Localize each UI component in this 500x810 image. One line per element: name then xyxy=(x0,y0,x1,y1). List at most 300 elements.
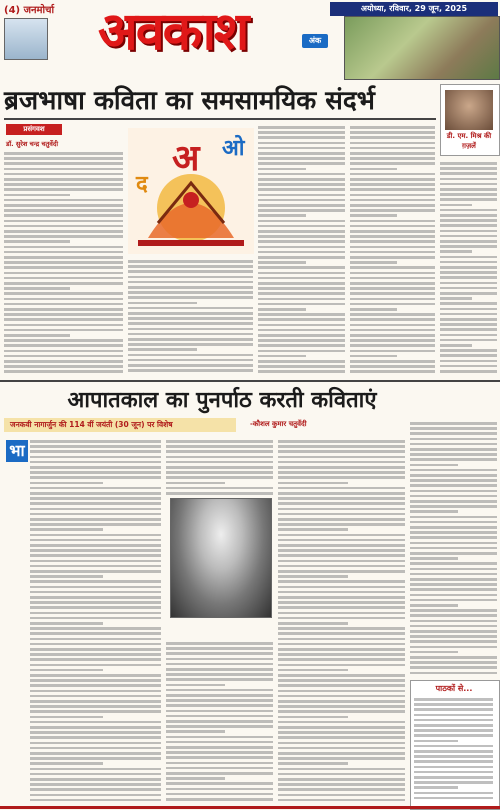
text-line xyxy=(258,256,345,259)
text-line xyxy=(278,606,405,609)
text-line xyxy=(30,554,161,557)
text-line xyxy=(350,365,435,368)
text-line xyxy=(410,479,497,482)
text-line xyxy=(258,188,345,191)
text-line xyxy=(258,318,345,321)
text-line xyxy=(258,178,345,181)
text-line xyxy=(4,235,123,238)
text-line xyxy=(414,724,493,727)
text-line xyxy=(258,152,345,155)
feature2-column-4 xyxy=(410,420,498,676)
feature2-column-3 xyxy=(278,438,406,806)
text-line xyxy=(30,773,161,776)
text-line xyxy=(30,778,161,781)
text-line xyxy=(30,487,161,490)
text-line xyxy=(350,183,435,186)
text-line xyxy=(30,534,161,537)
text-line xyxy=(258,204,345,207)
text-line xyxy=(440,178,497,181)
text-line xyxy=(166,440,273,443)
text-line xyxy=(166,793,273,796)
text-line xyxy=(350,303,435,306)
text-line xyxy=(4,360,123,363)
text-line xyxy=(350,355,397,358)
text-line xyxy=(350,136,435,139)
text-line xyxy=(278,554,405,557)
text-line xyxy=(410,625,497,628)
decorative-glyph-a: अ xyxy=(172,137,200,179)
text-line xyxy=(350,329,435,332)
text-line xyxy=(410,568,497,571)
text-line xyxy=(410,422,497,425)
text-line xyxy=(30,502,161,505)
text-line xyxy=(350,173,435,176)
text-line xyxy=(414,734,493,737)
text-line xyxy=(166,777,225,780)
text-line xyxy=(440,230,497,233)
text-line xyxy=(30,445,161,448)
text-line xyxy=(128,348,197,351)
text-line xyxy=(350,277,435,280)
text-line xyxy=(350,157,435,160)
text-line xyxy=(166,720,273,723)
text-line xyxy=(166,741,273,744)
text-line xyxy=(414,714,493,717)
text-line xyxy=(410,448,497,451)
text-line xyxy=(440,209,497,212)
text-line xyxy=(30,596,161,599)
text-line xyxy=(30,476,161,479)
text-line xyxy=(4,188,123,191)
text-line xyxy=(30,752,161,755)
text-line xyxy=(30,742,161,745)
text-line xyxy=(440,183,497,186)
text-line xyxy=(440,204,472,207)
text-line xyxy=(128,369,253,372)
text-line xyxy=(4,324,123,327)
text-line xyxy=(30,544,161,547)
text-line xyxy=(166,772,273,775)
text-line xyxy=(410,646,497,649)
text-line xyxy=(350,147,435,150)
feature2-column-1 xyxy=(30,438,162,806)
text-line xyxy=(128,270,253,273)
text-line xyxy=(350,230,435,233)
text-line xyxy=(30,653,161,656)
text-line xyxy=(278,700,405,703)
dropcap: भा xyxy=(6,440,28,462)
text-line xyxy=(4,240,70,243)
text-line xyxy=(440,276,497,279)
text-line xyxy=(4,256,123,259)
text-line xyxy=(4,261,123,264)
text-line xyxy=(4,209,123,212)
text-line xyxy=(30,658,161,661)
text-line xyxy=(4,214,123,217)
text-line xyxy=(278,471,405,474)
text-line xyxy=(258,334,345,337)
text-line xyxy=(30,450,161,453)
text-line xyxy=(278,752,405,755)
text-line xyxy=(128,322,253,325)
text-line xyxy=(166,730,225,733)
text-line xyxy=(440,292,497,295)
dateline: अयोध्या, रविवार, 29 जून, 2025 xyxy=(330,2,498,16)
text-line xyxy=(440,256,497,259)
text-line xyxy=(258,230,345,233)
text-line xyxy=(128,296,253,299)
text-line xyxy=(410,438,497,441)
text-line xyxy=(128,333,253,336)
text-line xyxy=(350,313,435,316)
text-line xyxy=(166,466,273,469)
page-label: (4) जनमोर्चा xyxy=(4,5,55,16)
text-line xyxy=(278,705,405,708)
text-line xyxy=(440,266,497,269)
text-line xyxy=(350,199,435,202)
text-line xyxy=(278,580,405,583)
text-line xyxy=(30,684,161,687)
text-line xyxy=(278,497,405,500)
text-line xyxy=(278,508,405,511)
text-line xyxy=(278,710,405,713)
text-line xyxy=(414,745,493,748)
masthead-photo-left xyxy=(4,18,48,60)
text-line xyxy=(4,204,123,207)
text-line xyxy=(278,773,405,776)
text-line xyxy=(278,565,405,568)
text-line xyxy=(350,266,435,269)
text-line xyxy=(128,291,253,294)
text-line xyxy=(278,575,348,578)
text-line xyxy=(350,131,435,134)
text-line xyxy=(166,684,225,687)
text-line xyxy=(350,324,435,327)
feature1-column-4 xyxy=(350,124,436,376)
text-line xyxy=(258,183,345,186)
text-line xyxy=(350,240,435,243)
text-line xyxy=(4,370,123,373)
text-line xyxy=(278,627,405,630)
text-line xyxy=(410,573,497,576)
text-line xyxy=(128,364,253,367)
text-line xyxy=(258,136,345,139)
text-line xyxy=(166,492,273,495)
text-line xyxy=(166,782,273,785)
text-line xyxy=(30,788,161,791)
text-line xyxy=(278,684,405,687)
section-divider xyxy=(0,380,500,382)
text-line xyxy=(30,539,161,542)
feature2-byline: -कौशल कुमार चतुर्वेदी xyxy=(250,420,307,428)
text-line xyxy=(414,698,493,701)
text-line xyxy=(4,308,123,311)
text-line xyxy=(30,528,103,531)
text-line xyxy=(410,536,497,539)
text-line xyxy=(128,317,253,320)
text-line xyxy=(30,440,161,443)
text-line xyxy=(410,630,497,633)
text-line xyxy=(350,142,435,145)
text-line xyxy=(30,736,161,739)
text-line xyxy=(410,599,497,602)
text-line xyxy=(410,505,497,508)
text-line xyxy=(166,461,273,464)
text-line xyxy=(128,359,253,362)
masthead xyxy=(0,0,500,80)
decorative-glyph-d: द xyxy=(136,171,148,197)
text-line xyxy=(278,539,405,542)
text-line xyxy=(4,168,123,171)
text-line xyxy=(30,726,161,729)
text-line xyxy=(278,560,405,563)
text-line xyxy=(4,157,123,160)
text-line xyxy=(410,443,497,446)
text-line xyxy=(30,612,161,615)
text-line xyxy=(30,690,161,693)
text-line xyxy=(166,678,273,681)
text-line xyxy=(350,209,435,212)
text-line xyxy=(410,588,497,591)
text-line xyxy=(440,240,497,243)
text-line xyxy=(4,178,123,181)
text-line xyxy=(410,531,497,534)
text-line xyxy=(350,220,435,223)
text-line xyxy=(440,282,497,285)
text-line xyxy=(440,297,472,300)
text-line xyxy=(166,715,273,718)
text-line xyxy=(410,614,497,617)
text-line xyxy=(166,798,273,801)
text-line xyxy=(278,549,405,552)
text-line xyxy=(410,640,497,643)
text-line xyxy=(278,695,405,698)
text-line xyxy=(30,721,161,724)
text-line xyxy=(414,797,493,800)
feature1-byline: डॉ. सुरेश चन्द्र चतुर्वेदी xyxy=(6,140,59,148)
text-line xyxy=(166,652,273,655)
text-line xyxy=(30,674,161,677)
text-line xyxy=(258,272,345,275)
text-line xyxy=(258,240,345,243)
text-line xyxy=(128,312,253,315)
text-line xyxy=(350,168,397,171)
text-line xyxy=(410,666,497,669)
text-line xyxy=(128,281,253,284)
text-line xyxy=(30,695,161,698)
text-line xyxy=(278,669,348,672)
feature2-strap: जनकवी नागार्जुन की 114 वीं जयंती (30 जून) पर विशेष xyxy=(4,418,236,432)
text-line xyxy=(440,360,497,363)
text-line xyxy=(128,343,253,346)
text-line xyxy=(440,245,497,248)
text-line xyxy=(278,674,405,677)
text-line xyxy=(350,178,435,181)
feature2-column-2 xyxy=(166,640,274,806)
text-line xyxy=(30,794,161,797)
text-line xyxy=(258,157,345,160)
text-line xyxy=(440,271,497,274)
text-line xyxy=(414,776,493,779)
feature1-column-1 xyxy=(4,150,124,376)
newspaper-logo: अवकाश xyxy=(98,1,248,62)
text-line xyxy=(350,126,435,129)
text-line xyxy=(30,632,161,635)
text-line xyxy=(278,617,405,620)
text-line xyxy=(166,647,273,650)
text-line xyxy=(410,495,497,498)
text-line xyxy=(278,544,405,547)
text-line xyxy=(278,466,405,469)
text-line xyxy=(410,578,497,581)
text-line xyxy=(410,484,497,487)
text-line xyxy=(278,762,348,765)
text-line xyxy=(410,656,497,659)
text-line xyxy=(258,350,345,353)
text-line xyxy=(30,591,161,594)
text-line xyxy=(166,762,273,765)
text-line xyxy=(414,703,493,706)
text-line xyxy=(278,456,405,459)
text-line xyxy=(258,162,345,165)
text-line xyxy=(350,225,435,228)
text-line xyxy=(350,339,435,342)
text-line xyxy=(258,266,345,269)
text-line xyxy=(440,198,497,201)
text-line xyxy=(258,277,345,280)
text-line xyxy=(30,492,161,495)
feature2-headline: आपातकाल का पुनर्पाठ करती कविताएं xyxy=(67,387,377,413)
text-line xyxy=(278,757,405,760)
logo-badge: अंक xyxy=(302,34,328,48)
text-line xyxy=(166,445,273,448)
text-line xyxy=(4,303,123,306)
text-line xyxy=(4,355,123,358)
text-line xyxy=(166,642,273,645)
text-line xyxy=(410,604,458,607)
text-line xyxy=(258,220,345,223)
text-line xyxy=(30,482,103,485)
text-line xyxy=(258,225,345,228)
text-line xyxy=(440,334,497,337)
text-line xyxy=(4,183,123,186)
text-line xyxy=(278,794,405,797)
text-line xyxy=(166,704,273,707)
text-line xyxy=(4,329,123,332)
text-line xyxy=(258,126,345,129)
text-line xyxy=(30,669,103,672)
text-line xyxy=(350,292,435,295)
text-line xyxy=(30,643,161,646)
text-line xyxy=(4,365,123,368)
text-line xyxy=(350,251,435,254)
text-line xyxy=(30,679,161,682)
text-line xyxy=(440,365,497,368)
text-line xyxy=(278,648,405,651)
text-line xyxy=(258,199,345,202)
text-line xyxy=(166,456,273,459)
text-line xyxy=(128,307,253,310)
text-line xyxy=(440,349,497,352)
text-line xyxy=(4,318,123,321)
text-line xyxy=(278,653,405,656)
text-line xyxy=(258,235,345,238)
text-line xyxy=(278,523,405,526)
text-line xyxy=(410,594,497,597)
text-line xyxy=(278,716,348,719)
text-line xyxy=(350,256,435,259)
text-line xyxy=(440,308,497,311)
text-line xyxy=(440,235,497,238)
text-line xyxy=(414,771,493,774)
text-line xyxy=(30,747,161,750)
text-line xyxy=(410,609,497,612)
text-line xyxy=(258,344,345,347)
text-line xyxy=(440,167,497,170)
text-line xyxy=(440,354,497,357)
text-line xyxy=(30,710,161,713)
text-line xyxy=(278,612,405,615)
text-line xyxy=(350,246,435,249)
text-line xyxy=(258,292,345,295)
text-line xyxy=(30,586,161,589)
text-line xyxy=(440,328,497,331)
text-line xyxy=(258,194,345,197)
text-line xyxy=(278,502,405,505)
text-line xyxy=(258,287,345,290)
text-line xyxy=(410,464,458,467)
text-line xyxy=(414,740,458,743)
text-line xyxy=(350,261,397,264)
text-line xyxy=(440,370,497,373)
text-line xyxy=(128,286,253,289)
text-line xyxy=(350,334,435,337)
text-line xyxy=(166,487,273,490)
text-line xyxy=(414,766,493,769)
feature2-column-2-top xyxy=(166,438,274,496)
text-line xyxy=(440,339,497,342)
text-line xyxy=(30,664,161,667)
text-line xyxy=(278,632,405,635)
text-line xyxy=(166,736,273,739)
text-line xyxy=(414,781,493,784)
text-line xyxy=(410,552,497,555)
text-line xyxy=(4,298,123,301)
text-line xyxy=(166,725,273,728)
text-line xyxy=(30,575,103,578)
text-line xyxy=(30,716,103,719)
text-line xyxy=(30,518,161,521)
text-line xyxy=(166,699,273,702)
poet-portrait xyxy=(170,498,272,618)
text-line xyxy=(30,799,161,802)
text-line xyxy=(278,518,405,521)
text-line xyxy=(350,308,397,311)
text-line xyxy=(440,162,497,165)
text-line xyxy=(350,188,435,191)
text-line xyxy=(278,570,405,573)
text-line xyxy=(4,225,123,228)
text-line xyxy=(350,272,435,275)
text-line xyxy=(278,586,405,589)
text-line xyxy=(128,260,253,263)
text-line xyxy=(278,622,348,625)
text-line xyxy=(410,469,497,472)
text-line xyxy=(128,354,253,357)
text-line xyxy=(278,482,348,485)
text-line xyxy=(440,214,497,217)
text-line xyxy=(258,298,345,301)
